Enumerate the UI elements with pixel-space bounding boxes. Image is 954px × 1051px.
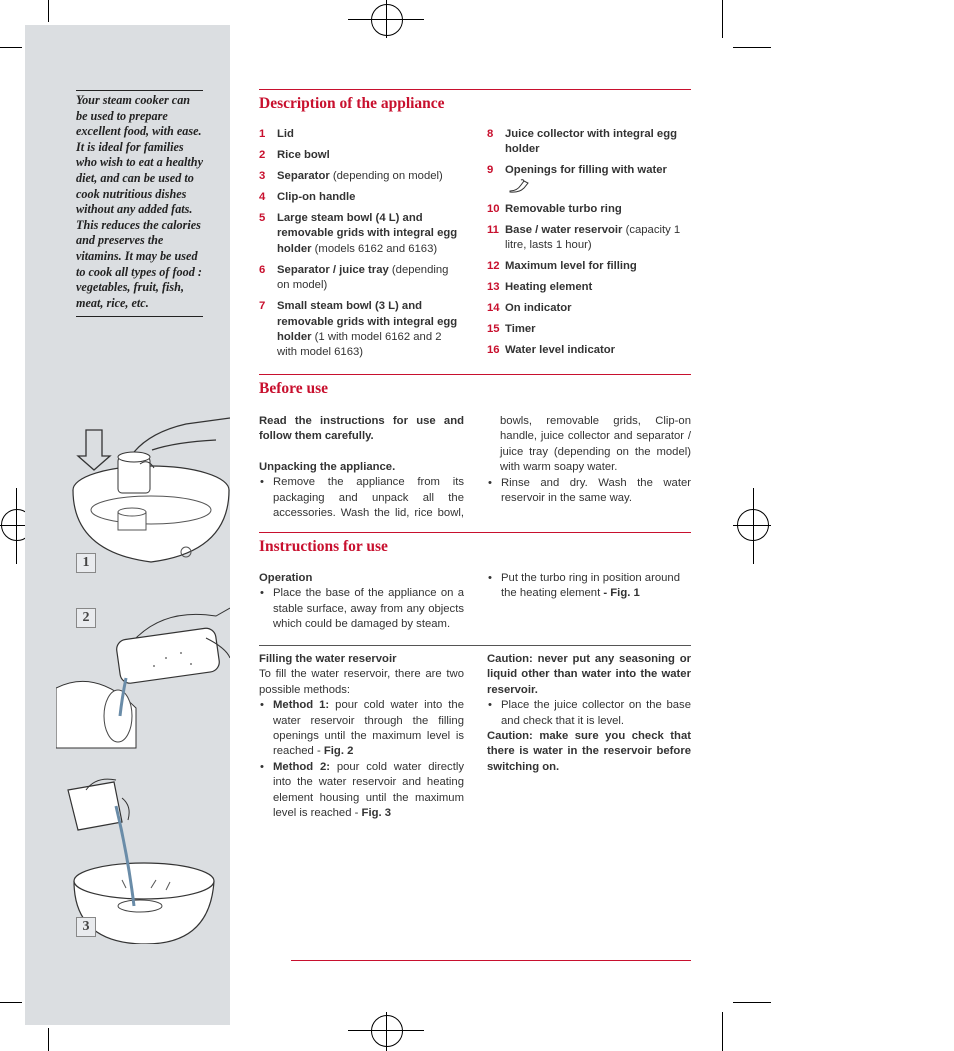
item-label: On indicator (505, 302, 572, 315)
list-item (259, 169, 464, 184)
crop-mark (48, 1028, 49, 1051)
crop-mark (48, 0, 49, 22)
method-1-text: pour cold water into the water reservoir through the filling openings until the maximum level is reached - (273, 699, 464, 758)
item-label: Juice collector with integral egg holder (505, 128, 678, 156)
item-detail: (1 with model 6162 and 2 with model 6163) (277, 331, 442, 359)
list-item (487, 127, 691, 158)
item-number: 9 (487, 164, 494, 177)
figure-label-3: 3 (76, 917, 96, 937)
list-item (259, 299, 464, 361)
item-number: 12 (487, 260, 500, 273)
item-detail: (depending on model) (329, 170, 443, 182)
water-filling-icon (509, 179, 529, 193)
section-rule (259, 532, 691, 533)
unpacking-bullet: • Remove the appliance from its packaging and unpack all the accessories. Wash the lid, rice bowl, (259, 475, 464, 521)
list-item (259, 148, 464, 163)
caution-seasoning: Caution: never put any seasoning or liquid other than water into the water reservoir. (487, 653, 691, 696)
list-item (259, 127, 464, 142)
item-label: Heating element (505, 281, 593, 294)
item-number: 2 (259, 149, 266, 161)
item-number: 10 (487, 202, 500, 215)
filling-left (259, 652, 464, 821)
item-number: 14 (487, 302, 500, 315)
list-item (487, 343, 691, 358)
before-use-title: Before use (259, 380, 329, 397)
fig-ref: Fig. 2 (323, 745, 354, 758)
method-1-label: Method 1: (273, 699, 330, 712)
method-2-bullet (259, 760, 464, 822)
list-item (487, 259, 691, 274)
item-number: 13 (487, 281, 500, 294)
item-number: 3 (259, 170, 266, 182)
intro-text: Your steam cooker can be used to prepare excellent food, with ease. It is ideal for families who wish to eat a healthy diet, and can be used to cook nutritious dishes without any added fats. This reduces the calories and preserves the vitamins. It may be used to cook all types of food : vegetables, fruit, fish, meat, rice, etc. (76, 90, 203, 317)
crop-mark (722, 1012, 723, 1051)
item-label: Water level indicator (505, 344, 616, 357)
list-item (487, 322, 691, 337)
item-label: Rice bowl (277, 149, 330, 161)
fig-ref: - Fig. 1 (600, 587, 640, 600)
item-number: 11 (487, 223, 499, 236)
item-number: 4 (259, 191, 266, 203)
description-title: Description of the appliance (259, 95, 445, 112)
before-use-left (259, 414, 464, 521)
item-label: Large steam bowl (4 L) and removable grids with integral egg holder (277, 212, 458, 255)
crop-mark (722, 0, 723, 38)
method-1-bullet (259, 698, 464, 760)
method-2-text: pour cold water directly into the water reservoir and heating element housing until the maximum level is reached - (273, 760, 464, 820)
filling-right (487, 652, 691, 775)
crop-mark (0, 47, 22, 48)
item-label: Small steam bowl (3 L) and removable grids with integral egg holder (277, 300, 458, 344)
section-rule (259, 89, 691, 90)
item-detail: (capacity 1 litre, lasts 1 hour) (505, 223, 681, 252)
operation-bullet: • Place the base of the appliance on a stable surface, away from any objects which could be damaged by steam. (259, 586, 464, 632)
list-item (487, 280, 691, 295)
juice-collector-bullet: • Place the juice collector on the base and check that it is level. (487, 698, 691, 729)
item-label: Openings for filling with water (505, 164, 667, 177)
list-item (259, 211, 464, 257)
item-number: 6 (259, 263, 266, 276)
item-label: Maximum level for filling (505, 260, 637, 273)
registration-mark (371, 1015, 403, 1047)
registration-mark (386, 1012, 387, 1051)
item-number: 15 (487, 323, 500, 336)
operation-left (259, 571, 464, 633)
list-item (259, 263, 464, 294)
filling-intro: To fill the water reservoir, there are two possible methods: (259, 668, 464, 696)
registration-mark (753, 488, 754, 564)
footer-rule (291, 960, 691, 961)
section-rule (259, 374, 691, 375)
section-divider (259, 645, 691, 646)
item-number: 16 (487, 344, 500, 357)
item-number: 7 (259, 300, 266, 313)
list-item (487, 223, 691, 254)
crop-mark (0, 1002, 22, 1003)
read-instructions: Read the instructions for use and follow them carefully. (259, 415, 464, 443)
parts-list-right (487, 127, 691, 364)
item-label: Removable turbo ring (505, 202, 622, 215)
registration-mark (16, 488, 17, 564)
item-number: 8 (487, 128, 494, 140)
item-label: Clip-on handle (277, 191, 356, 203)
list-item (487, 202, 691, 217)
before-use-right (487, 414, 691, 506)
item-label: Lid (277, 128, 294, 140)
figure-label-2: 2 (76, 608, 96, 628)
item-label: Base / water reservoir (505, 223, 623, 236)
item-detail: (models 6162 and 6163) (311, 242, 438, 255)
fig-ref: Fig. 3 (361, 807, 392, 820)
turbo-ring-bullet (487, 571, 691, 602)
operation-heading: Operation (259, 572, 313, 584)
figure-label-1: 1 (76, 553, 96, 573)
item-label: Timer (505, 323, 536, 336)
registration-mark (386, 0, 387, 38)
operation-right (487, 571, 691, 602)
crop-mark (733, 1002, 771, 1003)
unpacking-bullet-continued: bowls, removable grids, Clip-on handle, juice collector and separator / juice tray (depending on the model) with warm soapy water. (500, 415, 691, 474)
item-number: 1 (259, 128, 266, 140)
item-label: Separator / juice tray (277, 263, 389, 276)
caution-water: Caution: make sure you check that there is water in the reservoir before switching on. (487, 730, 691, 773)
list-item (487, 163, 691, 196)
instructions-title: Instructions for use (259, 538, 388, 555)
registration-mark (371, 4, 403, 36)
filling-heading: Filling the water reservoir (259, 653, 397, 665)
turbo-ring-text: Put the turbo ring in position around the heating element (501, 572, 680, 600)
list-item (487, 301, 691, 316)
rinse-bullet: • Rinse and dry. Wash the water reservoir in the same way. (487, 476, 691, 507)
list-item (259, 190, 464, 205)
item-number: 5 (259, 212, 266, 224)
method-2-label: Method 2: (273, 760, 331, 773)
parts-list-left (259, 127, 464, 366)
crop-mark (733, 47, 771, 48)
registration-mark (733, 525, 771, 526)
item-label: Separator (277, 170, 330, 182)
item-detail: (depending on model) (277, 263, 449, 292)
unpacking-heading: Unpacking the appliance. (259, 460, 396, 473)
